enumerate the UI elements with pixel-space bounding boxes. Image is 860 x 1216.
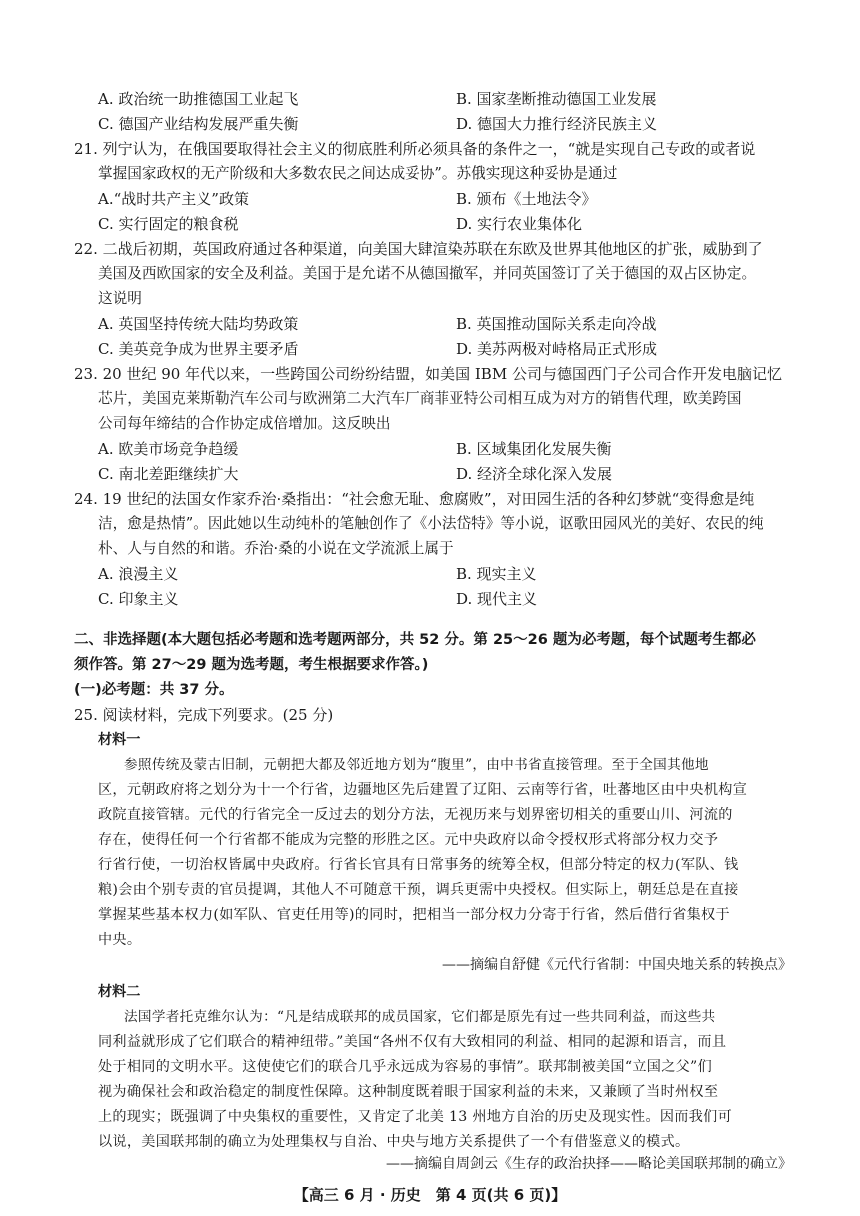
question-stem-line: 洁，愈是热情”。因此她以生动纯朴的笔触创作了《小法岱特》等小说，讴歌田园风光的美好、农民的纯 xyxy=(98,515,764,532)
material-2-source: ——摘编自周剑云《生存的政治抉择——略论美国联邦制的确立》 xyxy=(386,1156,792,1172)
material-1-line: 掌握某些基本权力(如军队、官吏任用等)的同时，把相当一部分权力分寄于行省，然后借行省集权于 xyxy=(98,907,730,923)
material-1-line: 政院直接管辖。元代的行省完全一反过去的划分方法，无视历来与划界密切相关的重要山川、河流的 xyxy=(98,807,733,823)
material-1-source: ——摘编自舒健《元代行省制：中国央地关系的转换点》 xyxy=(442,957,792,973)
material-2-line: 以说，美国联邦制的确立为处理集权与自治、中央与地方关系提供了一个有借鉴意义的模式。 xyxy=(98,1134,690,1150)
option-d: D. 美苏两极对峙格局正式形成 xyxy=(456,340,658,358)
option-b: B. 英国推动国际关系走向冷战 xyxy=(456,315,657,333)
option-b: B. 区域集团化发展失衡 xyxy=(456,440,612,458)
material-1-label: 材料一 xyxy=(98,732,141,748)
option-a: A. 浪漫主义 xyxy=(98,565,179,583)
option-a: A. 英国坚持传统大陆均势政策 xyxy=(98,315,299,333)
option-a: A. 政治统一助推德国工业起飞 xyxy=(98,90,299,108)
material-1-line: 行省行使，一切治权皆属中央政府。行省长官具有日常事务的统筹全权，但部分特定的权力(军队、钱 xyxy=(98,857,739,873)
question-stem-line: 芯片，美国克莱斯勒汽车公司与欧洲第二大汽车厂商菲亚特公司相互成为对方的销售代理，欧美跨国 xyxy=(98,390,742,407)
question-stem-line: 23. 20 世纪 90 年代以来，一些跨国公司纷纷结盟，如美国 IBM 公司与德国西门子公司合作开发电脑记忆 xyxy=(74,365,782,383)
option-b: B. 国家垄断推动德国工业发展 xyxy=(456,90,657,108)
material-2-line: 法国学者托克维尔认为：“凡是结成联邦的成员国家，它们都是原先有过一些共同利益，而这些共 xyxy=(124,1009,716,1025)
question-stem-line: 公司每年缔结的合作协定成倍增加。这反映出 xyxy=(98,415,391,432)
option-d: D. 经济全球化深入发展 xyxy=(456,465,613,483)
material-2-line: 同利益就形成了它们联合的精神纽带。”美国“各州不仅有大致相同的利益、相同的起源和语言，而且 xyxy=(98,1034,727,1050)
question-stem-line: 这说明 xyxy=(98,290,142,307)
option-d: D. 现代主义 xyxy=(456,590,538,608)
material-1-line: 参照传统及蒙古旧制，元朝把大都及邻近地方划为“腹里”，由中书省直接管理。至于全国其他地 xyxy=(124,757,709,773)
material-1-line: 中央。 xyxy=(98,932,142,948)
material-1-line: 区，元朝政府将之划分为十一个行省，边疆地区先后建置了辽阳、云南等行省，吐蕃地区由中央机构宣 xyxy=(98,782,748,798)
option-c: C. 实行固定的粮食税 xyxy=(98,215,239,233)
option-b: B. 颁布《土地法令》 xyxy=(456,190,597,208)
question-stem-line: 24. 19 世纪的法国女作家乔治·桑指出：“社会愈无耻、愈腐败”，对田园生活的各种幻梦就“变得愈是纯 xyxy=(74,490,755,508)
option-d: D. 实行农业集体化 xyxy=(456,215,583,233)
material-2-line: 处于相同的文明水平。这使使它们的联合几乎永远成为容易的事情”。联邦制被美国“立国之父”们 xyxy=(98,1059,712,1075)
material-2-label: 材料二 xyxy=(98,984,141,1000)
page-footer: 【高三 6 月 · 历史 第 4 页(共 6 页)】 xyxy=(293,1186,567,1204)
material-1-line: 粮)会由个别专责的官员提调，其他人不可随意干预，调兵更需中央授权。但实际上，朝廷总是在直接 xyxy=(98,882,739,898)
subsection-title: (一)必考题：共 37 分。 xyxy=(74,682,234,698)
material-2-line: 上的现实；既强调了中央集权的重要性，又肯定了北美 13 州地方自治的历史及现实性。因而我们可 xyxy=(98,1109,733,1125)
question-stem-line: 掌握国家政权的无产阶级和大多数农民之间达成妥协”。苏俄实现这种妥协是通过 xyxy=(98,165,618,182)
question-stem-line: 朴、人与自然的和谐。乔治·桑的小说在文学流派上属于 xyxy=(98,540,454,557)
option-a: A. 欧美市场竞争趋缓 xyxy=(98,440,239,458)
section-title: 须作答。第 27～29 题为选考题，考生根据要求作答。) xyxy=(74,657,429,673)
section-title: 二、非选择题(本大题包括必考题和选考题两部分，共 52 分。第 25～26 题为必考题，每个试题考生都必 xyxy=(74,632,756,648)
question-stem-line: 美国及西欧国家的安全及利益。美国于是允诺不从德国撤军，并同英国签订了关于德国的双占区协定。 xyxy=(98,265,757,282)
option-c: C. 德国产业结构发展严重失衡 xyxy=(98,115,299,133)
option-c: C. 南北差距继续扩大 xyxy=(98,465,239,483)
option-c: C. 印象主义 xyxy=(98,590,179,608)
option-a: A.“战时共产主义”政策 xyxy=(98,190,249,208)
question-stem-line: 22. 二战后初期，英国政府通过各种渠道，向美国大肆渲染苏联在东欧及世界其他地区的扩张，威胁到了 xyxy=(74,240,763,258)
option-d: D. 德国大力推行经济民族主义 xyxy=(456,115,658,133)
question-stem: 25. 阅读材料，完成下列要求。(25 分) xyxy=(74,706,334,724)
question-stem-line: 21. 列宁认为，在俄国要取得社会主义的彻底胜利所必须具备的条件之一，“就是实现自己专政的或者说 xyxy=(74,140,756,158)
option-c: C. 美英竞争成为世界主要矛盾 xyxy=(98,340,299,358)
option-b: B. 现实主义 xyxy=(456,565,537,583)
material-1-line: 存在，使得任何一个行省都不能成为完整的形胜之区。元中央政府以命令授权形式将部分权力交予 xyxy=(98,832,719,848)
material-2-line: 视为确保社会和政治稳定的制度性保障。这种制度既着眼于国家利益的未来，又兼顾了当时州权至 xyxy=(98,1084,719,1100)
